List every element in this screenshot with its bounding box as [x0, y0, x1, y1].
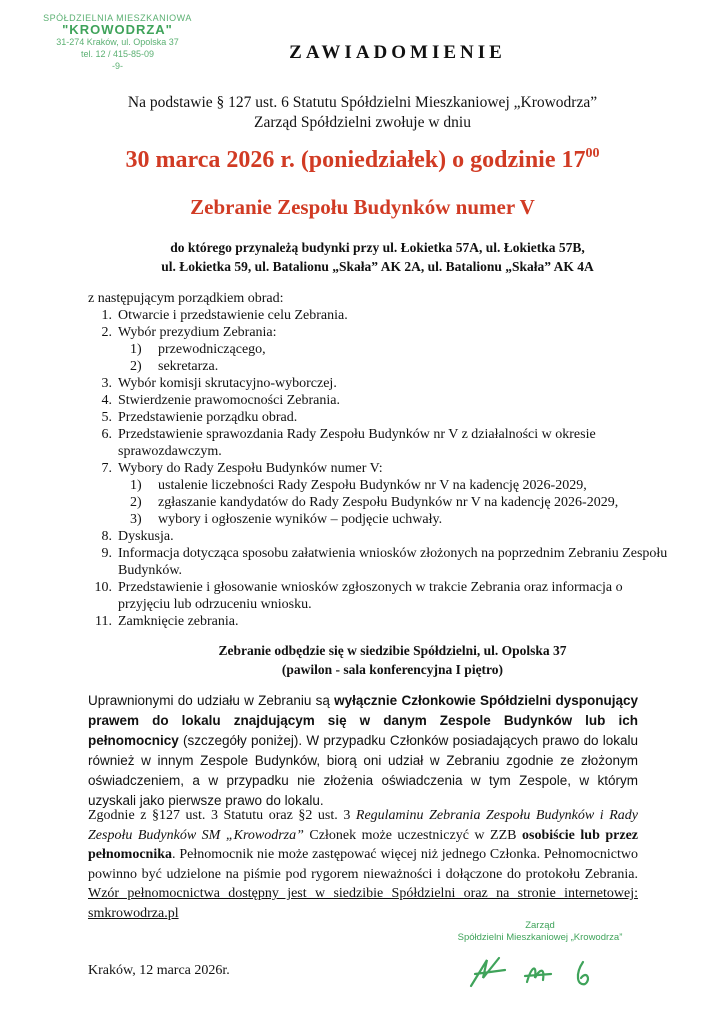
agenda-subitem-text: ustalenie liczebności Rady Zespołu Budynków nr V na kadencję 2026-2029,	[158, 478, 587, 493]
buildings-line-1: do którego przynależą budynki przy ul. Łokietka 57A, ul. Łokietka 57B,	[170, 240, 585, 255]
proxy-regulation-italic: Regulaminu Zebrania Zespołu Budynków i Rady Zespołu Budynków SM „Krowodrza”	[88, 808, 638, 843]
agenda-item-text: Przedstawienie sprawozdania Rady Zespołu Budynków nr V z działalności w okresie sprawozdawczym.	[118, 427, 596, 459]
agenda-item-text: Wybór prezydium Zebrania:	[118, 325, 277, 340]
agenda-item	[88, 579, 668, 613]
agenda-item	[88, 409, 668, 426]
proxy-website-link[interactable]: Wzór pełnomocnictwa dostępny jest w siedzibie Spółdzielni oraz na stronie internetowej: smkrowodrza.pl	[88, 886, 638, 921]
agenda-item-text: Przedstawienie i głosowanie wniosków zgłoszonych w trakcie Zebrania oraz informacja o przyjęciu lub odrzuceniu wniosku.	[118, 580, 623, 612]
proxy-text-3: . Pełnomocnik nie może zastępować więcej niż jednego Członka. Pełnomocnictwo powinno być udzielone na piśmie pod rygorem nieważności i dołączone do protokołu Zebrania.	[88, 847, 638, 882]
meeting-date-text: 30 marca 2026 r. (poniedziałek) o godzinie 17	[125, 147, 586, 173]
agenda-item-number: 8.	[101, 529, 112, 544]
venue-info	[0, 641, 725, 679]
intro-line-2: Zarząd Spółdzielni zwołuje w dniu	[254, 114, 471, 131]
agenda-subitem-text: zgłaszanie kandydatów do Rady Zespołu Budynków nr V na kadencję 2026-2029,	[158, 495, 619, 510]
agenda-subitem-number: 1)	[130, 478, 142, 493]
eligibility-bold: wyłącznie Członkowie Spółdzielni dysponujący prawem do lokalu znajdującym się w danym Zespole Budynków lub ich pełnomocnicy	[88, 693, 638, 748]
document-title: ZAWIADOMIENIE	[289, 42, 506, 63]
agenda-subitem-text: sekretarza.	[158, 359, 219, 374]
stamp-line-5: -9-	[112, 61, 123, 71]
proxy-text-2: Członek może uczestniczyć w ZZB	[303, 827, 522, 843]
buildings-list	[90, 238, 665, 276]
agenda-list	[88, 307, 668, 630]
agenda-item-text: Otwarcie i przedstawienie celu Zebrania.	[118, 308, 348, 323]
agenda-item-number: 6.	[101, 427, 112, 442]
agenda-item	[88, 545, 668, 579]
agenda-item-number: 3.	[101, 376, 112, 391]
agenda-item-text: Dyskusja.	[118, 529, 174, 544]
proxy-bold: osobiście lub przez pełnomocnika	[88, 827, 639, 862]
agenda-subitem	[88, 511, 668, 528]
stamp-line-3: 31-274 Kraków, ul. Opolska 37	[56, 37, 179, 47]
agenda-subitem	[88, 477, 668, 494]
agenda-item-text: Wybory do Rady Zespołu Budynków numer V:	[118, 461, 383, 476]
proxy-text-1: Zgodnie z §127 ust. 3 Statutu oraz §2 ust. 3	[88, 808, 356, 823]
agenda-subitem-number: 3)	[130, 512, 142, 527]
agenda	[88, 290, 668, 630]
stamp-line-2: "KROWODRZA"	[62, 22, 173, 37]
agenda-subitem-number: 1)	[130, 342, 142, 357]
stamp-line-1: SPÓŁDZIELNIA MIESZKANIOWA	[43, 13, 192, 23]
agenda-item-text: Zamknięcie zebrania.	[118, 614, 239, 629]
agenda-item	[88, 375, 668, 392]
buildings-line-2: ul. Łokietka 59, ul. Batalionu „Skała” AK 2A, ul. Batalionu „Skała” AK 4A	[161, 259, 594, 274]
meeting-time-superscript: 00	[585, 146, 600, 161]
meeting-name: Zebranie Zespołu Budynków numer V	[190, 195, 535, 219]
signature-line-1: Zarząd	[525, 920, 555, 931]
signature-line-2: Spółdzielni Mieszkaniowej „Krowodrza”	[457, 932, 623, 943]
agenda-intro: z następującym porządkiem obrad:	[88, 291, 284, 306]
agenda-item-text: Przedstawienie porządku obrad.	[118, 410, 298, 425]
agenda-item-number: 1.	[101, 308, 112, 323]
venue-line-2: (pawilon - sala konferencyjna I piętro)	[281, 662, 504, 677]
agenda-item-text: Stwierdzenie prawomocności Zebrania.	[118, 393, 340, 408]
agenda-item-number: 4.	[101, 393, 112, 408]
agenda-subitem-number: 2)	[130, 359, 142, 374]
agenda-item	[88, 460, 668, 477]
agenda-item-number: 2.	[101, 325, 112, 340]
agenda-item	[88, 392, 668, 409]
board-signature	[440, 920, 640, 990]
intro-text	[60, 93, 665, 133]
agenda-item	[88, 426, 668, 460]
agenda-subitem	[88, 358, 668, 375]
agenda-item-number: 7.	[101, 461, 112, 476]
agenda-item-text: Wybór komisji skrutacyjno-wyborczej.	[118, 376, 337, 391]
agenda-item-text: Informacja dotycząca sposobu załatwienia wniosków złożonych na poprzednim Zebraniu Zespołu Budynków.	[118, 546, 668, 578]
agenda-subitem	[88, 341, 668, 358]
intro-line-1: Na podstawie § 127 ust. 6 Statutu Spółdzielni Mieszkaniowej „Krowodrza”	[127, 94, 598, 111]
agenda-item	[88, 324, 668, 341]
agenda-item-number: 10.	[94, 580, 112, 595]
agenda-item	[88, 613, 668, 630]
handwritten-signatures-icon	[465, 948, 615, 990]
eligibility-text-1: Uprawnionymi do udziału w Zebraniu są	[88, 693, 335, 708]
stamp-line-4: tel. 12 / 415-85-09	[80, 49, 155, 59]
venue-line-1: Zebranie odbędzie się w siedzibie Spółdzielni, ul. Opolska 37	[218, 643, 567, 658]
agenda-item-number: 5.	[101, 410, 112, 425]
meeting-date	[0, 146, 725, 174]
eligibility-text-2: (szczegóły poniżej). W przypadku Członków posiadających prawo do lokalu również w innym Zespole Budynków, biorą oni udział w Zebraniu zgodnie ze złożonym oświadczeniem, a w przypadku nie złożenia oświadczenia w tym Zespole, w którym uzyskali jako pierwsze prawo do lokalu.	[88, 733, 638, 808]
eligibility-paragraph	[88, 691, 638, 811]
agenda-subitem-text: wybory i ogłoszenie wyników – podjęcie uchwały.	[158, 512, 443, 527]
agenda-item	[88, 307, 668, 324]
agenda-subitem-text: przewodniczącego,	[158, 342, 266, 357]
agenda-item-number: 9.	[101, 546, 112, 561]
agenda-item	[88, 528, 668, 545]
agenda-subitem	[88, 494, 668, 511]
proxy-paragraph	[88, 806, 638, 923]
agenda-item-number: 11.	[95, 614, 112, 629]
agenda-subitem-number: 2)	[130, 495, 142, 510]
place-and-date: Kraków, 12 marca 2026r.	[88, 963, 230, 978]
